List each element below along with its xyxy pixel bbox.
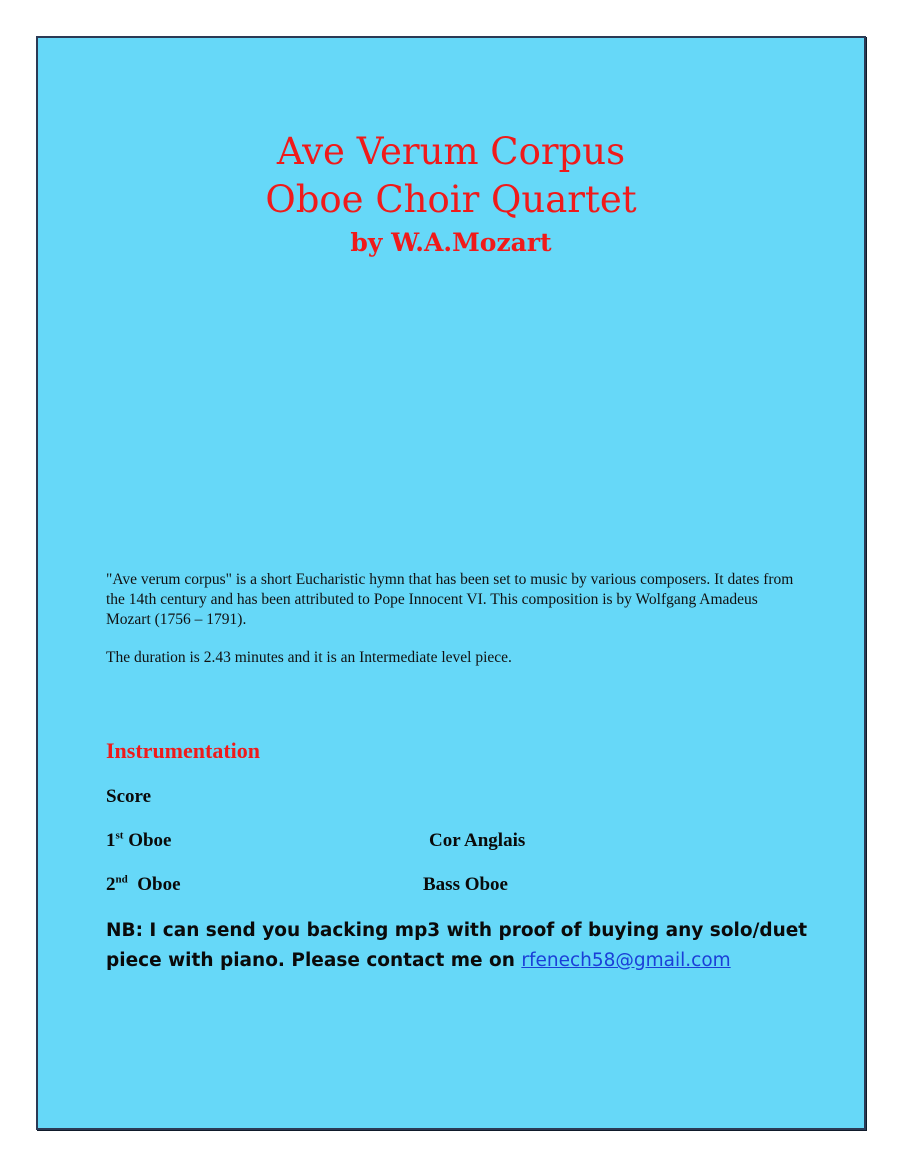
- title-block: [38, 128, 864, 262]
- bass-oboe-label: Bass Oboe: [423, 874, 508, 895]
- title-line-2: Oboe Choir Quartet: [265, 178, 637, 221]
- document-page: [36, 36, 866, 1130]
- oboe-2-number: 2: [106, 874, 116, 895]
- cor-anglais-label: Cor Anglais: [429, 830, 526, 851]
- contact-note: [106, 916, 846, 976]
- score-label: Score: [106, 786, 152, 807]
- oboe-2-label: [106, 874, 181, 896]
- oboe-1-number: 1: [106, 830, 116, 851]
- instrumentation-heading: Instrumentation: [106, 738, 261, 763]
- contact-note-text: NB: I can send you backing mp3 with proof of buying any solo/duet piece with piano. Please contact me on: [106, 920, 808, 971]
- oboe-1-label: [106, 830, 171, 852]
- description-paragraph-2: The duration is 2.43 minutes and it is an Intermediate level piece.: [106, 649, 512, 666]
- oboe-1-suffix: st: [115, 829, 124, 842]
- oboe-2-name: Oboe: [137, 874, 181, 895]
- description: [106, 570, 796, 686]
- oboe-2-suffix: nd: [115, 873, 128, 886]
- composer-line: by W.A.Mozart: [350, 228, 552, 257]
- oboe-1-name: Oboe: [128, 830, 172, 851]
- description-paragraph-1: "Ave verum corpus" is a short Eucharistic hymn that has been set to music by various composers. It dates from the 14th century and has been attributed to Pope Innocent VI. This composition is by Wolfgang Amadeus Mozart (1756 – 1791).: [106, 571, 794, 628]
- title-line-1: Ave Verum Corpus: [276, 130, 626, 173]
- email-link[interactable]: rfenech58@gmail.com: [521, 950, 731, 971]
